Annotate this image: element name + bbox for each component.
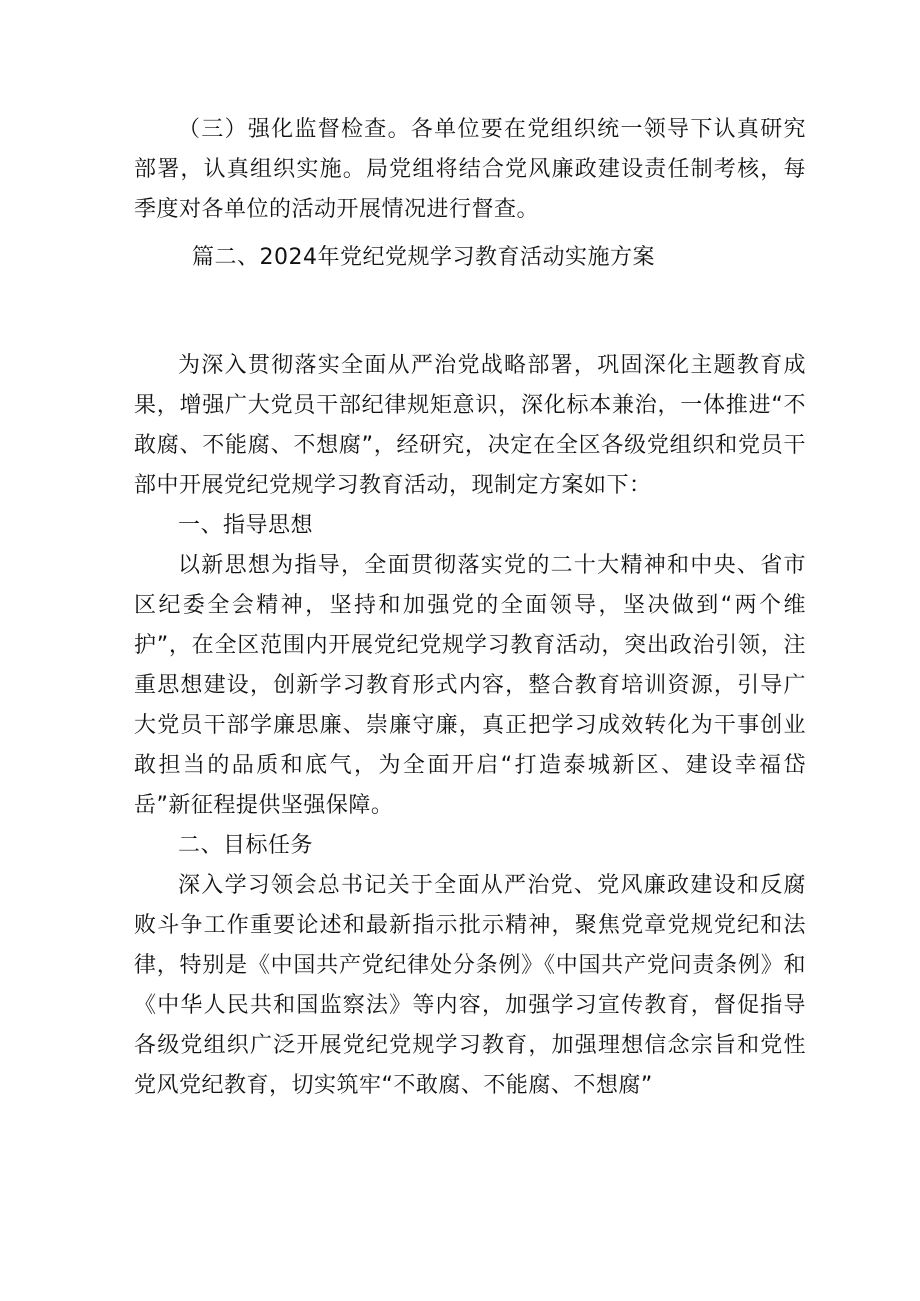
section-three-paragraph: （三）强化监督检查。各单位要在党组织统一领导下认真研究部署，认真组织实施。局党组将结合党风廉政建设责任制考核，每季度对各单位的活动开展情况进行督查。 — [134, 117, 806, 222]
section-three-block — [134, 110, 806, 230]
heading-objectives: 二、目标任务 — [178, 833, 314, 858]
guiding-thought-paragraph: 以新思想为指导，全面贯彻落实党的二十大精神和中央、省市区纪委全会精神，坚持和加强党的全面领导，坚决做到“两个维护”，在全区范围内开展党纪党规学习教育活动，突出政治引领，注重思想建设，创新学习教育形式内容，整合教育培训资源，引导广大党员干部学廉思廉、崇廉守廉，真正把学习成效转化为干事创业敢担当的品质和底气，为全面开启“打造泰城新区、建设幸福岱岳”新征程提供坚强保障。 — [134, 553, 806, 818]
intro-paragraph: 为深入贯彻落实全面从严治党战略部署，巩固深化主题教育成果，增强广大党员干部纪律规矩意识，深化标本兼治，一体推进“不敢腐、不能腐、不想腐”，经研究，决定在全区各级党组织和党员干部中开展党纪党规学习教育活动，现制定方案如下： — [134, 353, 806, 498]
heading-guiding-thought: 一、指导思想 — [178, 513, 314, 538]
part-two-title: 篇二、2024年党纪党规学习教育活动实施方案 — [192, 245, 655, 270]
main-body — [134, 346, 806, 1106]
objectives-paragraph: 深入学习领会总书记关于全面从严治党、党风廉政建设和反腐败斗争工作重要论述和最新指示批示精神，聚焦党章党规党纪和法律，特别是《中国共产党纪律处分条例》《中国共产党问责条例》和《中华人民共和国监察法》等内容，加强学习宣传教育，督促指导各级党组织广泛开展党纪党规学习教育，加强理想信念宗旨和党性党风党纪教育，切实筑牢“不敢腐、不能腐、不想腐” — [134, 873, 806, 1098]
